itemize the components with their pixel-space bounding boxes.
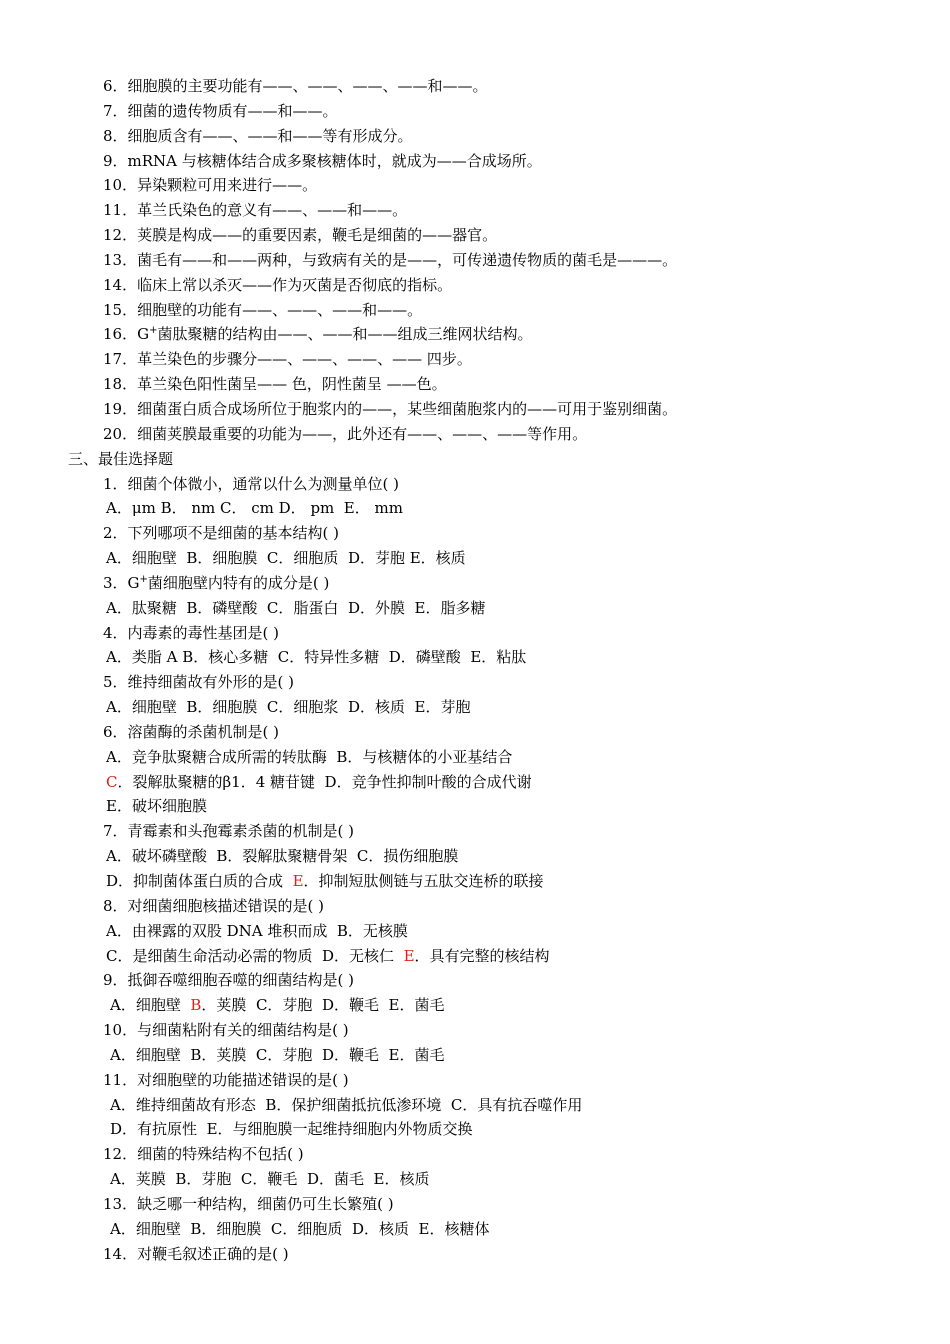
answer-marker: E [403, 946, 415, 965]
fill-in-question: 17．革兰染色的步骤分——、——、——、—— 四步。 [103, 350, 472, 369]
choice-question-stem [0, 1142, 950, 1167]
question-text: 菌肽聚糖的结构由——、——和——组成三维网状结构。 [157, 325, 533, 344]
line-text: D．抑制菌体蛋白质的合成 [106, 872, 293, 890]
line-text: 7．青霉素和头孢霉素杀菌的机制是( ) [103, 822, 355, 841]
line-text: 13．缺乏哪一种结构，细菌仍可生长繁殖( ) [103, 1194, 394, 1213]
line-text: 4．内毒素的毒性基团是( ) [103, 623, 280, 642]
line-text: A．肽聚糖 B．磷壁酸 C．脂蛋白 D．外膜 E．脂多糖 [106, 598, 486, 617]
line-text: 14．对鞭毛叙述正确的是( ) [103, 1244, 289, 1263]
line-text: 12．细菌的特殊结构不包括( ) [103, 1145, 304, 1164]
superscript-plus: + [139, 573, 148, 585]
line-text: A．类脂 A B．核心多糖 C．特异性多糖 D．磷壁酸 E．粘肽 [106, 648, 527, 667]
fill-in-question: 12．荚膜是构成——的重要因素，鞭毛是细菌的——器官。 [103, 226, 498, 245]
choice-options-line [0, 695, 950, 720]
line-text: A．竞争肽聚糖合成所需的转肽酶 B．与核糖体的小亚基结合 [106, 747, 513, 766]
line-text: ．荚膜 C．芽胞 D．鞭毛 E．菌毛 [201, 996, 445, 1015]
choice-options-line [0, 745, 950, 770]
multiple-choice-question-list [0, 472, 950, 1267]
line-text: 2．下列哪项不是细菌的基本结构( ) [103, 524, 340, 543]
choice-options-line [0, 1167, 950, 1192]
line-text: A．细胞壁 B．荚膜 C．芽胞 D．鞭毛 E．菌毛 [110, 1045, 445, 1064]
fill-in-question [0, 322, 950, 347]
question-text: 16．G [103, 325, 150, 344]
choice-question-stem [0, 1018, 950, 1043]
choice-options-line [0, 1117, 950, 1142]
choice-question-stem [0, 472, 950, 497]
answer-marker: E [292, 872, 304, 890]
choice-options-line [0, 546, 950, 571]
choice-options-line [0, 1043, 950, 1068]
line-text: 5．维持细菌故有外形的是( ) [103, 673, 295, 692]
fill-in-question: 11．革兰氏染色的意义有——、——和——。 [103, 201, 408, 220]
choice-options-line [0, 496, 950, 521]
choice-options-line [0, 596, 950, 621]
fill-in-question: 20．细菌荚膜最重要的功能为——，此外还有——、——、——等作用。 [103, 424, 588, 443]
line-text: A．维持细菌故有形态 B．保护细菌抵抗低渗环境 C．具有抗吞噬作用 [110, 1095, 583, 1114]
line-text: A．细胞壁 [110, 996, 191, 1015]
fill-in-question: 15．细胞壁的功能有——、——、——和——。 [103, 300, 423, 319]
choice-question-stem [0, 894, 950, 919]
choice-question-stem [0, 1068, 950, 1093]
line-text: A．细胞壁 B．细胞膜 C．细胞质 D．芽胞 E．核质 [106, 549, 466, 568]
choice-options-line [0, 1217, 950, 1242]
choice-options-line [0, 844, 950, 869]
line-text: A．荚膜 B．芽胞 C．鞭毛 D．菌毛 E．核质 [110, 1170, 430, 1189]
line-text: 菌细胞壁内特有的成分是( ) [147, 573, 330, 592]
line-text: ．抑制短肽侧链与五肽交连桥的联接 [303, 872, 544, 890]
fill-in-question-list [0, 74, 950, 447]
choice-question-stem [0, 968, 950, 993]
line-text: A．破坏磷壁酸 B．裂解肽聚糖骨架 C．损伤细胞膜 [106, 847, 459, 866]
choice-question-stem [0, 571, 950, 596]
line-text: D．有抗原性 E．与细胞膜一起维持细胞内外物质交换 [110, 1120, 473, 1139]
line-text: 11．对细胞壁的功能描述错误的是( ) [103, 1070, 349, 1089]
fill-in-question: 19．细菌蛋白质合成场所位于胞浆内的——，某些细菌胞浆内的——可用于鉴别细菌。 [103, 399, 678, 418]
choice-question-stem [0, 720, 950, 745]
choice-options-line [0, 645, 950, 670]
choice-options-line [0, 993, 950, 1018]
line-text: 3．G [103, 573, 140, 592]
fill-in-question: 9．mRNA 与核糖体结合成多聚核糖体时，就成为——合成场所。 [103, 151, 542, 170]
choice-options-line [0, 944, 950, 969]
line-text: A．细胞壁 B．细胞膜 C．细胞质 D．核质 E．核糖体 [110, 1219, 490, 1238]
line-text: ．具有完整的核结构 [414, 946, 550, 965]
fill-in-question: 14．临床上常以杀灭——作为灭菌是否彻底的指标。 [103, 275, 453, 294]
line-text: E．破坏细胞膜 [106, 797, 207, 816]
fill-in-question: 10．异染颗粒可用来进行——。 [103, 176, 318, 195]
answer-marker: B [190, 996, 202, 1015]
answer-marker: C [106, 772, 118, 791]
choice-question-stem [0, 621, 950, 646]
choice-question-stem [0, 670, 950, 695]
line-text: ．裂解肽聚糖的β1．4 糖苷键 D．竞争性抑制叶酸的合成代谢 [117, 772, 532, 791]
fill-in-question: 13．菌毛有——和——两种，与致病有关的是——，可传递遗传物质的菌毛是———。 [103, 250, 678, 269]
choice-options-line [0, 770, 950, 795]
choice-options-line [0, 919, 950, 944]
section-heading: 三、最佳选择题 [68, 449, 174, 468]
superscript-plus: + [149, 325, 158, 337]
fill-in-question: 18．革兰染色阳性菌呈—— 色，阴性菌呈 ——色。 [103, 375, 447, 394]
line-text: 10．与细菌粘附有关的细菌结构是( ) [103, 1021, 349, 1040]
choice-question-stem [0, 819, 950, 844]
document-page [0, 74, 950, 1267]
line-text: A．由裸露的双股 DNA 堆积而成 B．无核膜 [106, 921, 408, 940]
line-text: 9．抵御吞噬细胞吞噬的细菌结构是( ) [103, 971, 355, 990]
line-text: C．是细菌生命活动必需的物质 D．无核仁 [106, 946, 404, 965]
fill-in-question: 6．细胞膜的主要功能有——、——、——、——和——。 [103, 77, 488, 95]
choice-options-line [0, 1093, 950, 1118]
line-text: A．μm B． nm C． cm D． pm E． mm [106, 499, 403, 518]
fill-in-question: 8．细胞质含有——、——和——等有形成分。 [103, 126, 413, 145]
line-text: 6．溶菌酶的杀菌机制是( ) [103, 722, 280, 741]
choice-question-stem [0, 521, 950, 546]
line-text: 8．对细菌细胞核描述错误的是( ) [103, 896, 325, 915]
choice-question-stem [0, 1242, 950, 1267]
fill-in-question: 7．细菌的遗传物质有——和——。 [103, 101, 338, 120]
choice-options-line [0, 869, 950, 894]
line-text: 1．细菌个体微小，通常以什么为测量单位( ) [103, 474, 400, 493]
line-text: A．细胞壁 B．细胞膜 C．细胞浆 D．核质 E．芽胞 [106, 698, 471, 717]
choice-question-stem [0, 1192, 950, 1217]
choice-options-line [0, 794, 950, 819]
